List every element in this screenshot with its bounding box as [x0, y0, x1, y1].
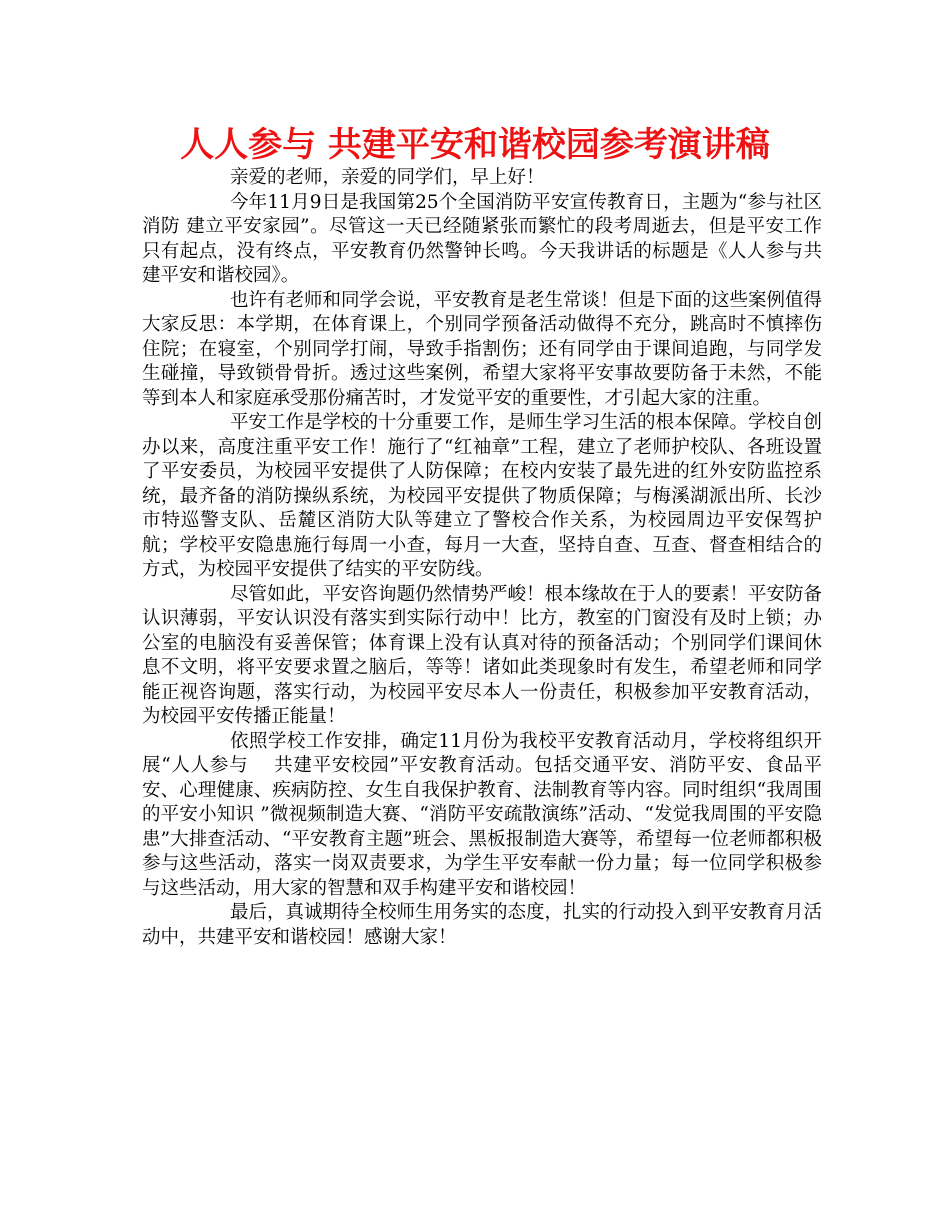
- paragraph-activities: 依照学校工作安排，确定11月份为我校平安教育活动月，学校将组织开展“人人参与 共建平安校园”平安教育活动。包括交通平安、消防平安、食品平安、心理健康、疾病防控、女生自我保护教育、法制教育等内容。同时组织“我周围的平安小知识 ”微视频制造大赛、“消防平安疏散演练”活动、“发觉我周围的平安隐患”大排查活动、“平安教育主题”班会、黑板报制造大赛等，希望每一位老师都积极参与这些活动，落实一岗双责要求，为学生平安奉献一份力量；每一位同学积极参与这些活动，用大家的智慧和双手构建平安和谐校园！: [142, 730, 822, 899]
- paragraph-school-measures: 平安工作是学校的十分重要工作，是师生学习生活的根本保障。学校自创办以来，高度注重平安工作！施行了“红袖章”工程，建立了老师护校队、各班设置了平安委员，为校园平安提供了人防保障；在校内安装了最先进的红外安防监控系统，最齐备的消防操纵系统，为校园平安提供了物质保障；与梅溪湖派出所、长沙市特巡警支队、岳麓区消防大队等建立了警校合作关系，为校园周边平安保驾护航；学校平安隐患施行每周一小查，每月一大查，坚持自查、互查、督查相结合的方式，为校园平安提供了结实的平安防线。: [142, 412, 823, 580]
- document-body: [142, 166, 822, 950]
- document-title: 人人参与 共建平安和谐校园参考演讲稿: [180, 125, 770, 165]
- paragraph-greeting: 亲爱的老师，亲爱的同学们，早上好！: [230, 167, 545, 188]
- paragraph-intro: 今年11月9日是我国第25个全国消防平安宣传教育日，主题为“参与社区消防 建立平安家园”。尽管这一天已经随紧张而繁忙的段考周逝去，但是平安工作只有起点，没有终点，平安教育仍然警钟长鸣。今天我讲话的标题是《人人参与共建平安和谐校园》。: [142, 191, 822, 286]
- paragraph-closing: 最后，真诚期待全校师生用务实的态度，扎实的行动投入到平安教育月活动中，共建平安和谐校园！感谢大家！: [142, 902, 823, 948]
- paragraph-problems: 尽管如此，平安咨询题仍然情势严峻！根本缘故在于人的要素！平安防备认识薄弱，平安认识没有落实到实际行动中！比方，教室的门窗没有及时上锁；办公室的电脑没有妥善保管；体育课上没有认真对待的预备活动；个别同学们课间休息不文明，将平安要求置之脑后，等等！诸如此类现象时有发生，希望老师和同学能正视咨询题，落实行动，为校园平安尽本人一份责任，积极参加平安教育活动，为校园平安传播正能量！: [142, 583, 823, 727]
- paragraph-cases: 也许有老师和同学会说，平安教育是老生常谈！但是下面的这些案例值得大家反思：本学期，在体育课上，个别同学预备活动做得不充分，跳高时不慎摔伤住院；在寝室，个别同学打闹，导致手指割伤；还有同学由于课间追跑，与同学发生碰撞，导致锁骨骨折。透过这些案例，希望大家将平安事故要防备于未然，不能等到本人和家庭承受那份痛苦时，才发觉平安的重要性，才引起大家的注重。: [142, 289, 823, 409]
